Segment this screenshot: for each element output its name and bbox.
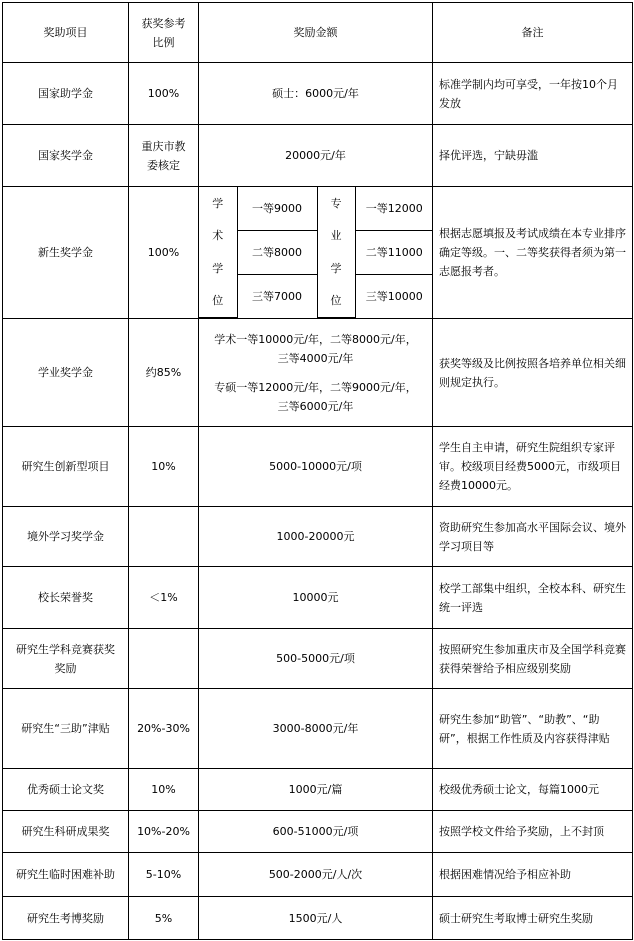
table-row — [3, 811, 633, 853]
table-row — [3, 63, 633, 125]
table-header-row — [3, 3, 633, 63]
row-note: 根据困难情况给予相应补助 — [433, 853, 633, 897]
row-item: 国家助学金 — [3, 63, 129, 125]
row-item: 境外学习奖学金 — [3, 507, 129, 567]
table-row — [3, 507, 633, 567]
professional-first-level: 一等12000 — [355, 187, 433, 230]
header-ratio: 获奖参考 比例 — [129, 3, 199, 63]
table-row — [3, 769, 633, 811]
row-note: 按照学校文件给予奖励，上不封顶 — [433, 811, 633, 853]
row-amount: 3000-8000元/年 — [199, 689, 433, 769]
row-ratio — [129, 629, 199, 689]
row-item: 学业奖学金 — [3, 319, 129, 427]
freshman-amount-grid — [199, 187, 433, 318]
row-item: 研究生创新型项目 — [3, 427, 129, 507]
table-row — [3, 897, 633, 940]
row-ratio: 约85% — [129, 319, 199, 427]
row-note: 按照研究生参加重庆市及全国学科竞赛获得荣誉给予相应级别奖励 — [433, 629, 633, 689]
row-item: 研究生考博奖励 — [3, 897, 129, 940]
table-row — [3, 319, 633, 427]
row-amount: 1000-20000元 — [199, 507, 433, 567]
row-note: 硕士研究生考取博士研究生奖励 — [433, 897, 633, 940]
table-row — [3, 689, 633, 769]
row-ratio: 5-10% — [129, 853, 199, 897]
row-amount: 5000-10000元/项 — [199, 427, 433, 507]
row-ratio: 10% — [129, 427, 199, 507]
row-item: 新生奖学金 — [3, 187, 129, 319]
row-ratio: 10%-20% — [129, 811, 199, 853]
table-row — [3, 125, 633, 187]
academic-degree-label: 学 术 学 位 — [199, 187, 237, 318]
row-item: 研究生科研成果奖 — [3, 811, 129, 853]
row-note: 校级优秀硕士论文，每篇1000元 — [433, 769, 633, 811]
row-note: 择优评选，宁缺毋滥 — [433, 125, 633, 187]
row-note: 获奖等级及比例按照各培养单位相关细则规定执行。 — [433, 319, 633, 427]
row-ratio — [129, 507, 199, 567]
row-item: 研究生学科竞赛获奖 奖励 — [3, 629, 129, 689]
row-amount: 学术一等10000元/年，二等8000元/年， 三等4000元/年 专硕一等12000元/年，二等9000元/年， 三等6000元/年 — [199, 319, 433, 427]
row-amount: 硕士：6000元/年 — [199, 63, 433, 125]
row-amount: 20000元/年 — [199, 125, 433, 187]
row-note: 根据志愿填报及考试成绩在本专业排序确定等级。一、二等奖获得者须为第一志愿报考者。 — [433, 187, 633, 319]
row-amount: 1000元/篇 — [199, 769, 433, 811]
professional-second-level: 二等11000 — [355, 230, 433, 274]
row-item: 优秀硕士论文奖 — [3, 769, 129, 811]
row-note: 学生自主申请，研究生院组织专家评审。校级项目经费5000元，市级项目经费10000元。 — [433, 427, 633, 507]
row-note: 资助研究生参加高水平国际会议、境外学习项目等 — [433, 507, 633, 567]
professional-third-level: 三等10000 — [355, 274, 433, 317]
row-amount: 10000元 — [199, 567, 433, 629]
table-row — [3, 427, 633, 507]
academic-second-level: 二等8000 — [237, 230, 317, 274]
table-row — [3, 567, 633, 629]
row-ratio: 100% — [129, 187, 199, 319]
header-amount: 奖励金额 — [199, 3, 433, 63]
row-note: 研究生参加“助管”、“助教”、“助研”，根据工作性质及内容获得津贴 — [433, 689, 633, 769]
row-amount: 500-5000元/项 — [199, 629, 433, 689]
award-table — [2, 2, 633, 940]
row-amount: 600-51000元/项 — [199, 811, 433, 853]
header-note: 备注 — [433, 3, 633, 63]
row-ratio: 20%-30% — [129, 689, 199, 769]
row-amount: 500-2000元/人/次 — [199, 853, 433, 897]
academic-third-level: 三等7000 — [237, 274, 317, 317]
row-note: 标准学制内均可享受，一年按10个月发放 — [433, 63, 633, 125]
academic-first-level: 一等9000 — [237, 187, 317, 230]
table-row — [3, 187, 633, 319]
row-note: 校学工部集中组织，全校本科、研究生统一评选 — [433, 567, 633, 629]
row-amount: 1500元/人 — [199, 897, 433, 940]
row-ratio: 5% — [129, 897, 199, 940]
row-ratio: 100% — [129, 63, 199, 125]
row-amount — [199, 187, 433, 319]
table-row — [3, 629, 633, 689]
professional-degree-label: 专 业 学 位 — [317, 187, 355, 318]
row-item: 国家奖学金 — [3, 125, 129, 187]
row-ratio: 10% — [129, 769, 199, 811]
header-item: 奖助项目 — [3, 3, 129, 63]
table-row — [3, 853, 633, 897]
row-item: 研究生临时困难补助 — [3, 853, 129, 897]
row-ratio: ＜1% — [129, 567, 199, 629]
row-item: 校长荣誉奖 — [3, 567, 129, 629]
row-item: 研究生“三助”津贴 — [3, 689, 129, 769]
row-ratio: 重庆市教 委核定 — [129, 125, 199, 187]
